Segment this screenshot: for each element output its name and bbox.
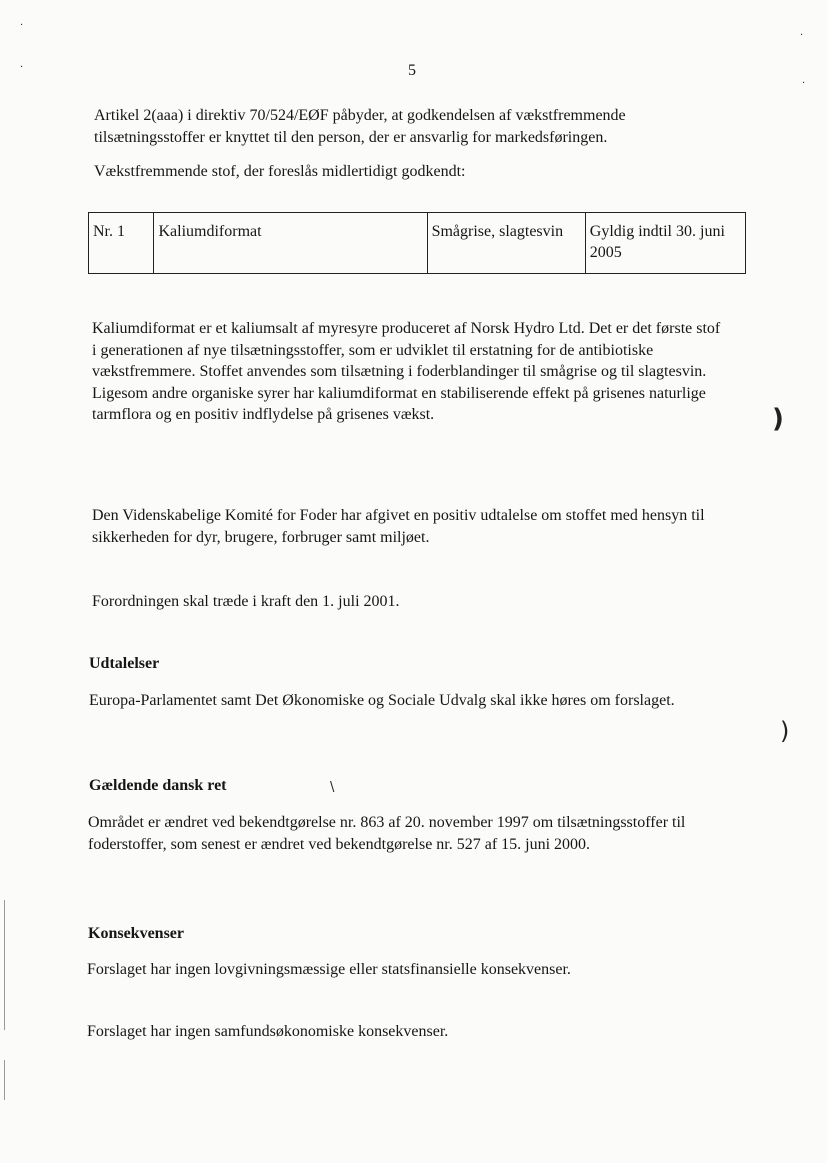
dansk-ret-paragraph: Området er ændret ved bekendtgørelse nr. 863 af 20. november 1997 om tilsætningsstoffer til foderstoffer, som senest er ændret ved bekendtgørelse nr. 527 af 15. juni 2000. — [88, 814, 686, 853]
committee-paragraph: Den Videnskabelige Komité for Foder har afgivet en positiv udtalelse om stoffet med hensyn til sikkerheden for dyr, brugere, forbruger samt miljøet. — [92, 507, 705, 546]
effective-date-paragraph: Forordningen skal træde i kraft den 1. juli 2001. — [92, 593, 400, 610]
description-paragraph: Kaliumdiformat er et kaliumsalt af myresyre produceret af Norsk Hydro Ltd. Det er det første stof i generationen af nye tilsætningsstoffer, som er udviklet til erstatning for de antibiotiske vækstfremmere. Stoffet anvendes som tilsætning i foderblandinger til smågrise og til slagtesvin. Ligesom andre organiske syrer har kaliumdiformat en stabiliserende effekt på grisenes naturlige tarmflora og en positiv indflydelse på grisenes vækst. — [92, 320, 721, 424]
konsekvenser-heading: Konsekvenser — [88, 925, 184, 942]
scan-edge-line — [4, 1060, 5, 1100]
scan-edge-line — [4, 900, 5, 1030]
scan-speck: \ — [330, 780, 335, 795]
product-substance-cell: Kaliumdiformat — [154, 213, 427, 274]
dansk-ret-heading: Gældende dansk ret — [89, 777, 227, 794]
scan-speck: · — [802, 78, 806, 89]
binding-hole-mark: ) — [780, 717, 790, 745]
page-number: 5 — [408, 62, 416, 79]
product-number-cell: Nr. 1 — [89, 213, 154, 274]
udtalelser-heading: Udtalelser — [89, 655, 160, 672]
konsekvenser-paragraph-2: Forslaget har ingen samfundsøkonomiske konsekvenser. — [87, 1023, 449, 1040]
udtalelser-paragraph: Europa-Parlamentet samt Det Økonomiske og Sociale Udvalg skal ikke høres om forslaget. — [89, 692, 675, 709]
scan-speck: · — [20, 62, 24, 73]
table-row — [89, 213, 746, 274]
product-validity-cell: Gyldig indtil 30. juni 2005 — [585, 213, 745, 274]
scan-speck: · — [20, 20, 24, 31]
binding-hole-mark: ) — [772, 404, 784, 434]
intro-paragraph: Artikel 2(aaa) i direktiv 70/524/EØF påbyder, at godkendelsen af vækstfremmende tilsætningsstoffer er knyttet til den person, der er ansvarlig for markedsføringen. — [94, 107, 626, 146]
product-table — [88, 212, 746, 274]
scan-speck: · — [800, 30, 804, 41]
intro-table-lead: Vækstfremmende stof, der foreslås midlertidigt godkendt: — [94, 163, 466, 180]
konsekvenser-paragraph-1: Forslaget har ingen lovgivningsmæssige eller statsfinansielle konsekvenser. — [87, 961, 571, 978]
product-species-cell: Smågrise, slagtesvin — [427, 213, 585, 274]
